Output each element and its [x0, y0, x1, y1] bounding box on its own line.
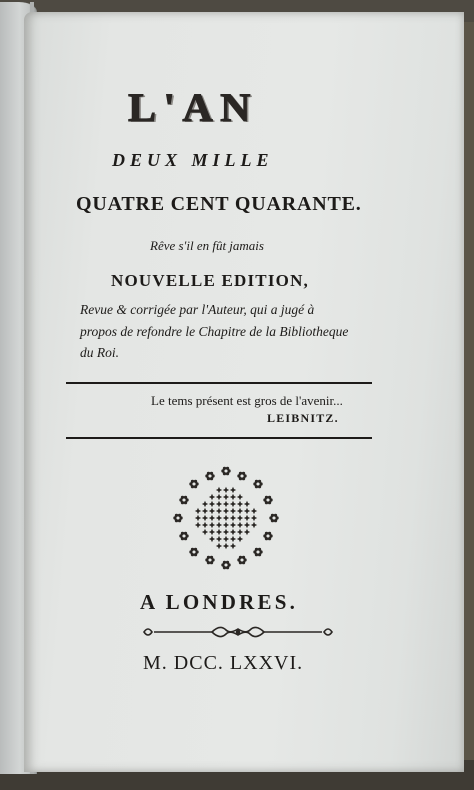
subtitle-line-2: QUATRE CENT QUARANTE.: [76, 193, 362, 215]
place-of-publication: A LONDRES.: [140, 590, 299, 614]
floral-fleuron-icon: [172, 466, 280, 570]
revision-line-3: du Roi.: [80, 345, 119, 360]
top-rule: [66, 382, 372, 384]
subtitle-line-1: DEUX MILLE: [112, 150, 274, 170]
edition-label: NOUVELLE EDITION,: [111, 271, 309, 290]
title-page: [24, 12, 464, 772]
revision-line-2: propos de refondre le Chapitre de la Bibliotheque: [80, 324, 349, 339]
tagline: Rêve s'il en fût jamais: [150, 238, 264, 253]
epigraph-author: LEIBNITZ.: [267, 411, 339, 425]
epigraph-text: Le tems présent est gros de l'avenir...: [151, 393, 343, 408]
revision-line-1: Revue & corrigée par l'Auteur, qui a jugé à: [80, 302, 315, 317]
bottom-rule: [66, 437, 372, 439]
publication-year: M. DCC. LXXVI.: [143, 652, 304, 674]
book-title: L'AN: [128, 85, 258, 130]
scroll-divider-icon: [140, 624, 336, 640]
